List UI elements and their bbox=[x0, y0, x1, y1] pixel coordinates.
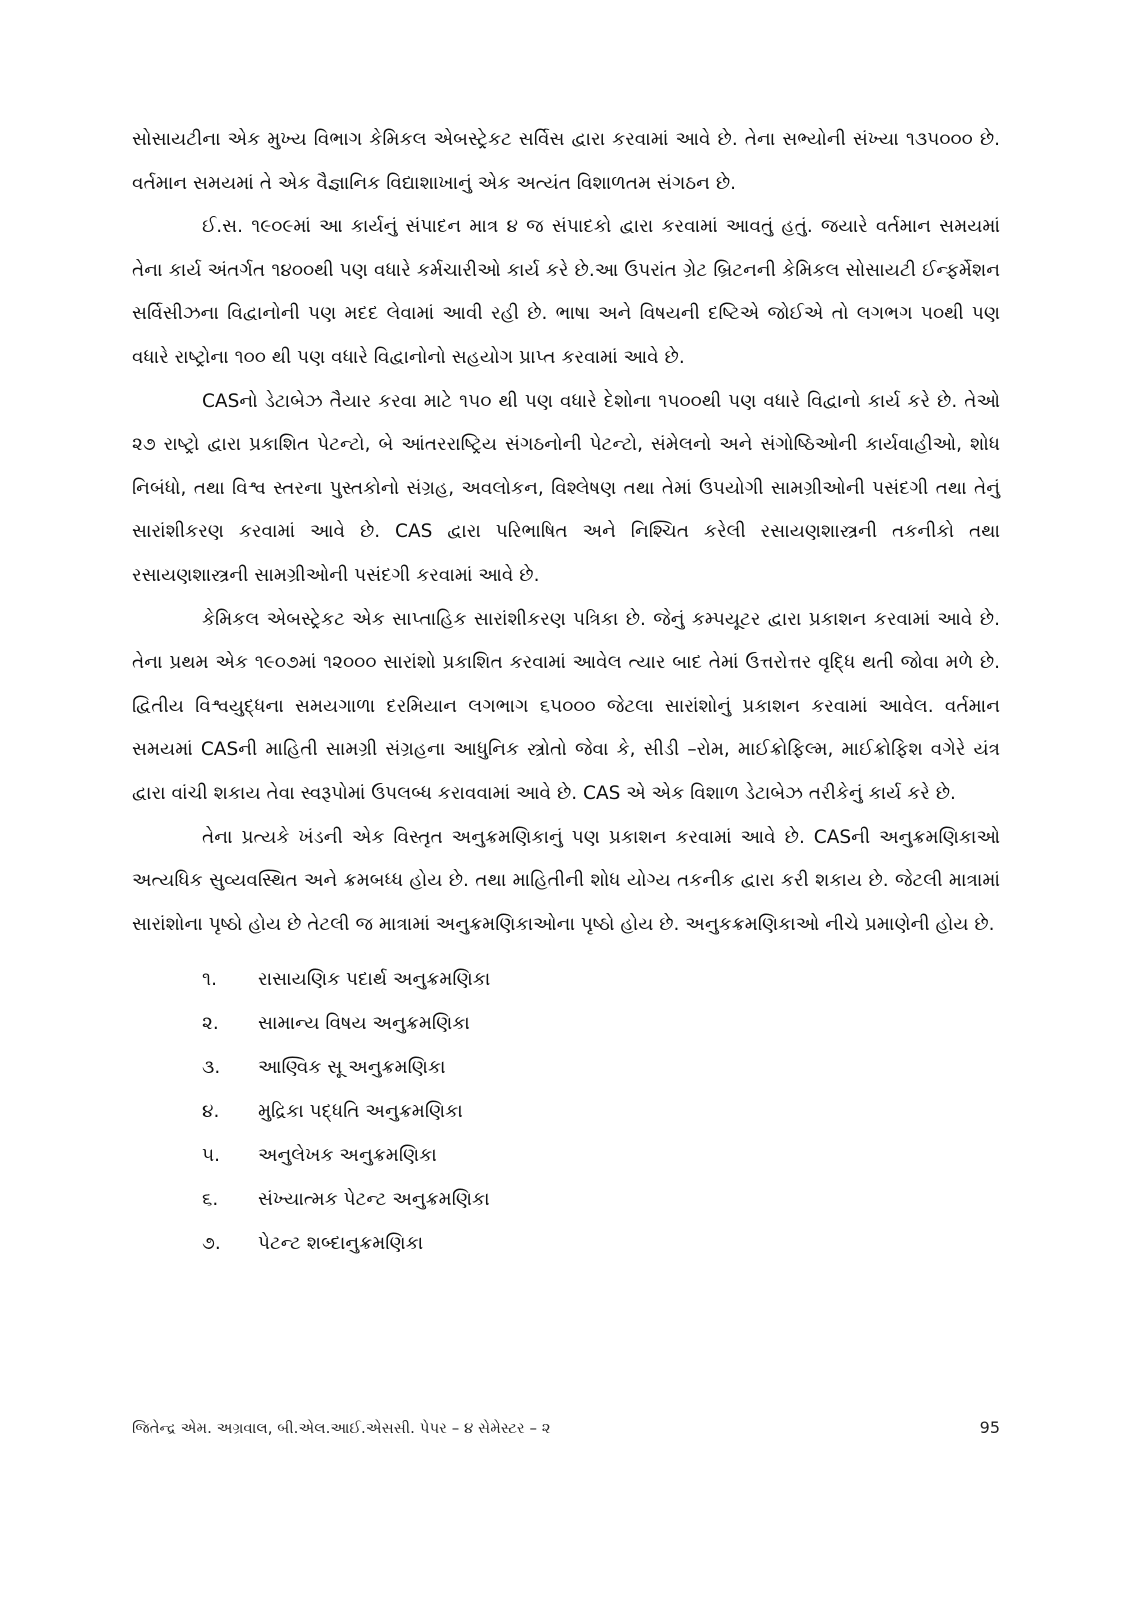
list-item bbox=[132, 1046, 1000, 1090]
list-item-label: રાસાયણિક પદાર્થ અનુક્રમણિકા bbox=[258, 969, 491, 991]
list-item bbox=[132, 958, 1000, 1002]
list-item-label: પેટન્ટ શબ્દાનુક્રમણિકા bbox=[258, 1233, 424, 1255]
list-item-label: મુદ્રિકા પદ્ધતિ અનુક્રમણિકા bbox=[258, 1101, 463, 1123]
page-footer bbox=[132, 1416, 1000, 1440]
paragraph-3: CASનો ડેટાબેઝ તૈયાર કરવા માટે ૧૫૦ થી પણ વધારે દેશોના ૧૫૦૦થી પણ વધારે વિદ્વાનો કાર્ય કરે છે. તેઓ ૨૭ રાષ્ટ્રો દ્વારા પ્રકાશિત પેટન્ટો, બે આંતરરાષ્ટ્રિય સંગઠનોની પેટન્ટો, સંમેલનો અને સંગોષ્ઠિઓની કાર્યવાહીઓ, શોધ નિબંધો, તથા વિશ્વ સ્તરના પુસ્તકોનો સંગ્રહ, અવલોકન, વિશ્લેષણ તથા તેમાં ઉપયોગી સામગ્રીઓની પસંદગી તથા તેનું સારાંશીકરણ કરવામાં આવે છે. CAS દ્વારા પરિભાષિત અને નિશ્ચિત કરેલી રસાયણશાસ્ત્રની તકનીકો તથા રસાયણશાસ્ત્રની સામગ્રીઓની પસંદગી કરવામાં આવે છે. bbox=[132, 390, 1000, 586]
index-types-list bbox=[132, 958, 1000, 1266]
list-item-number: ૩. bbox=[202, 1057, 221, 1079]
paragraph-4: કેમિકલ એબસ્ટ્રેકટ એક સાપ્તાહિક સારાંશીકરણ પત્રિકા છે. જેનું કમ્પયૂટર દ્વારા પ્રકાશન કરવામાં આવે છે. તેના પ્રથમ એક ૧૯૦૭માં ૧૨૦૦૦ સારાંશો પ્રકાશિત કરવામાં આવેલ ત્યાર બાદ તેમાં ઉત્તરોત્તર વૃદ્ધિ થતી જોવા મળે છે. દ્વિતીય વિશ્વયુદ્ધના સમયગાળા દરમિયાન લગભાગ ૬૫૦૦૦ જેટલા સારાંશોનું પ્રકાશન કરવામાં આવેલ. વર્તમાન સમયમાં CASની માહિતી સામગ્રી સંગ્રહના આધુનિક સ્ત્રોતો જેવા કે, સીડી –રોમ, માઈક્રોફિલ્મ, માઈક્રોફિશ વગેરે યંત્ર દ્વારા વાંચી શકાય તેવા સ્વરૂપોમાં ઉપલબ્ધ કરાવવામાં આવે છે. CAS એ એક વિશાળ ડેટાબેઝ તરીકેનું કાર્ય કરે છે. bbox=[132, 608, 1000, 804]
list-item-number: ૨. bbox=[202, 1013, 219, 1035]
list-item-number: ૫. bbox=[202, 1145, 221, 1167]
list-item-number: ૧. bbox=[202, 969, 217, 991]
footer-author-line: જિતેન્દ્ર એમ. અગ્રવાલ, બી.એલ.આઈ.એસસી. પેપર – ૪ સેમેસ્ટર – ૨ bbox=[132, 1419, 551, 1437]
paragraph-2: ઈ.સ. ૧૯૦૯માં આ કાર્યનું સંપાદન માત્ર ૪ જ સંપાદકો દ્વારા કરવામાં આવતું હતું. જયારે વર્તમાન સમયમાં તેના કાર્ય અંતર્ગત ૧૪૦૦થી પણ વધારે કર્મચારીઓ કાર્ય કરે છે.આ ઉપરાંત ગ્રેટ બ્રિટનની કેમિકલ સોસાયટી ઈન્ફર્મેશન સર્વિસીઝના વિદ્વાનોની પણ મદદ લેવામાં આવી રહી છે. ભાષા અને વિષયની દષ્ટિએ જોઈએ તો લગભગ ૫૦થી પણ વધારે રાષ્ટ્રોના ૧૦૦ થી પણ વધારે વિદ્વાનોનો સહયોગ પ્રાપ્ત કરવામાં આવે છે. bbox=[132, 216, 1000, 368]
list-item-number: ૪. bbox=[202, 1101, 220, 1123]
list-item-label: સામાન્ય વિષય અનુક્રમણિકા bbox=[258, 1013, 470, 1035]
list-item-number: ૭. bbox=[202, 1233, 221, 1255]
list-item-label: સંખ્યાત્મક પેટન્ટ અનુક્રમણિકા bbox=[258, 1189, 490, 1211]
list-item bbox=[132, 1090, 1000, 1134]
list-item bbox=[132, 1002, 1000, 1046]
list-item-number: ૬. bbox=[202, 1189, 219, 1211]
list-item bbox=[132, 1134, 1000, 1178]
page-number: 95 bbox=[979, 1418, 1000, 1437]
paragraph-5: તેના પ્રત્યકે ખંડની એક વિસ્તૃત અનુક્રમણિકાનું પણ પ્રકાશન કરવામાં આવે છે. CASની અનુક્રમણિકાઓ અત્યધિક સુવ્યવસ્થિત અને ક્રમબધ્ધ હોય છે. તથા માહિતીની શોધ યોગ્ય તકનીક દ્વારા કરી શકાય છે. જેટલી માત્રામાં સારાંશોના પૃષ્ઠો હોય છે તેટલી જ માત્રામાં અનુક્રમણિકાઓના પૃષ્ઠો હોય છે. અનુકક્રમણિકાઓ નીચે પ્રમાણેની હોય છે. bbox=[132, 826, 1000, 935]
list-item bbox=[132, 1178, 1000, 1222]
list-item-label: આણ્વિક સૂ અનુક્રમણિકા bbox=[258, 1057, 446, 1079]
body-text bbox=[132, 118, 1000, 1266]
list-item bbox=[132, 1222, 1000, 1266]
paragraph-1: સોસાયટીના એક મુખ્ય વિભાગ કેમિકલ એબસ્ટ્રેકટ સર્વિસ દ્વારા કરવામાં આવે છે. તેના સભ્યોની સંખ્યા ૧૩૫૦૦૦ છે. વર્તમાન સમયમાં તે એક વૈજ્ઞાનિક વિદ્યાશાખાનું એક અત્યંત વિશાળતમ સંગઠન છે. bbox=[132, 129, 1000, 194]
list-item-label: અનુલેખક અનુક્રમણિકા bbox=[258, 1145, 437, 1167]
